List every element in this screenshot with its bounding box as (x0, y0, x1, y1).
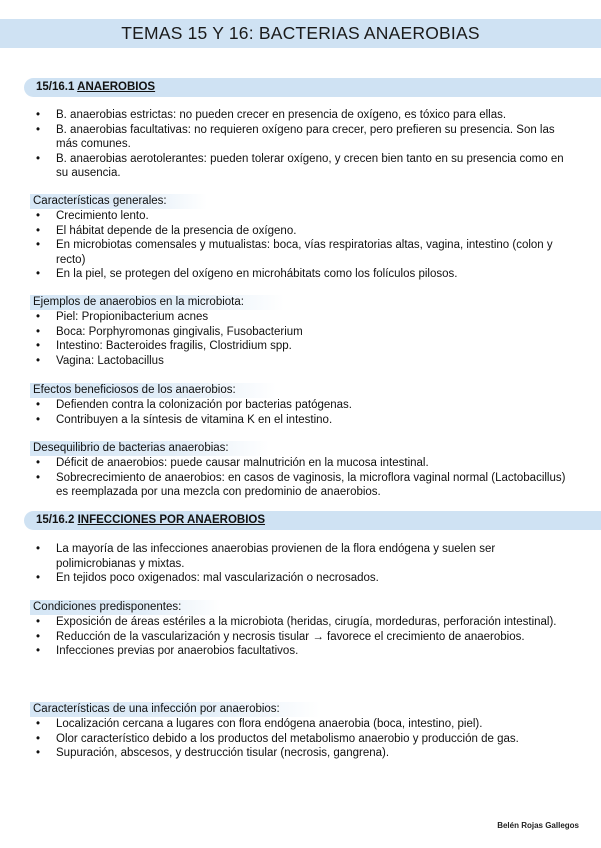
subheading-condiciones: Condiciones predisponentes: (30, 600, 221, 615)
list-item: • Reducción de la vascularización y necrosis tisular → favorece el crecimiento de anaerobios. (36, 630, 568, 645)
section-number: 15/16.1 (36, 81, 75, 93)
caracteristicas-list (36, 209, 568, 282)
anaerobe-types-list (36, 108, 568, 181)
list-item: • El hábitat depende de la presencia de oxígeno. (36, 224, 568, 239)
list-item: • B. anaerobias aerotolerantes: pueden tolerar oxígeno, y crecen bien tanto en su presencia como en su ausencia. (36, 152, 568, 181)
list-item: • Supuración, abscesos, y destrucción tisular (necrosis, gangrena). (36, 746, 568, 761)
list-item: • Exposición de áreas estériles a la microbiota (heridas, cirugía, mordeduras, perforación intestinal). (36, 615, 568, 630)
list-item: • Intestino: Bacteroides fragilis, Clostridium spp. (36, 339, 568, 354)
infecciones-intro-list (36, 542, 568, 586)
section-title: INFECCIONES POR ANAEROBIOS (77, 514, 266, 526)
list-item: • Sobrecrecimiento de anaerobios: en casos de vaginosis, la microflora vaginal normal (Lactobacillus) es reemplazada por una mezcla con predominio de anaerobios. (36, 471, 568, 500)
list-item: • B. anaerobias facultativas: no requieren oxígeno para crecer, pero prefieren su presencia. Son las más comunes. (36, 123, 568, 152)
list-item: • En microbiotas comensales y mutualistas: boca, vías respiratorias altas, vagina, intestino (colon y recto) (36, 238, 568, 267)
section-header-anaerobios (24, 78, 601, 97)
list-item: • Localización cercana a lugares con flora endógena anaerobia (boca, intestino, piel). (36, 717, 568, 732)
list-item: • Piel: Propionibacterium acnes (36, 310, 568, 325)
efectos-list (36, 398, 568, 427)
list-item: • La mayoría de las infecciones anaerobias provienen de la flora endógena y suelen ser polimicrobianas y mixtas. (36, 542, 568, 571)
list-item: • En la piel, se protegen del oxígeno en microhábitats como los folículos pilosos. (36, 267, 568, 282)
list-item: • Infecciones previas por anaerobios facultativos. (36, 644, 568, 659)
list-item: • Defienden contra la colonización por bacterias patógenas. (36, 398, 568, 413)
list-item: • Olor característico debido a los productos del metabolismo anaerobio y producción de gas. (36, 732, 568, 747)
list-item: • Boca: Porphyromonas gingivalis, Fusobacterium (36, 325, 568, 340)
desequilibrio-list (36, 456, 568, 500)
page-title: TEMAS 15 Y 16: BACTERIAS ANAEROBIAS (0, 19, 601, 48)
subheading-desequilibrio: Desequilibrio de bacterias anaerobias: (30, 441, 269, 456)
subheading-caracteristicas-infeccion: Características de una infección por anaerobios: (30, 702, 320, 717)
subheading-caracteristicas: Características generales: (30, 194, 207, 209)
condiciones-list (36, 615, 568, 659)
list-item: • Déficit de anaerobios: puede causar malnutrición en la mucosa intestinal. (36, 456, 568, 471)
list-item: • En tejidos poco oxigenados: mal vascularización o necrosados. (36, 571, 568, 586)
subheading-efectos: Efectos beneficiosos de los anaerobios: (30, 383, 276, 398)
caracteristicas-infeccion-list (36, 717, 568, 761)
subheading-ejemplos: Ejemplos de anaerobios en la microbiota: (30, 295, 284, 310)
ejemplos-list (36, 310, 568, 368)
list-item: • B. anaerobias estrictas: no pueden crecer en presencia de oxígeno, es tóxico para ellas. (36, 108, 568, 123)
section-header-infecciones (24, 511, 601, 530)
list-item: • Crecimiento lento. (36, 209, 568, 224)
list-item: • Contribuyen a la síntesis de vitamina K en el intestino. (36, 413, 568, 428)
author-footer: Belén Rojas Gallegos (497, 821, 579, 830)
section-title: ANAEROBIOS (77, 81, 156, 93)
list-item: • Vagina: Lactobacillus (36, 354, 568, 369)
section-number: 15/16.2 (36, 514, 75, 526)
